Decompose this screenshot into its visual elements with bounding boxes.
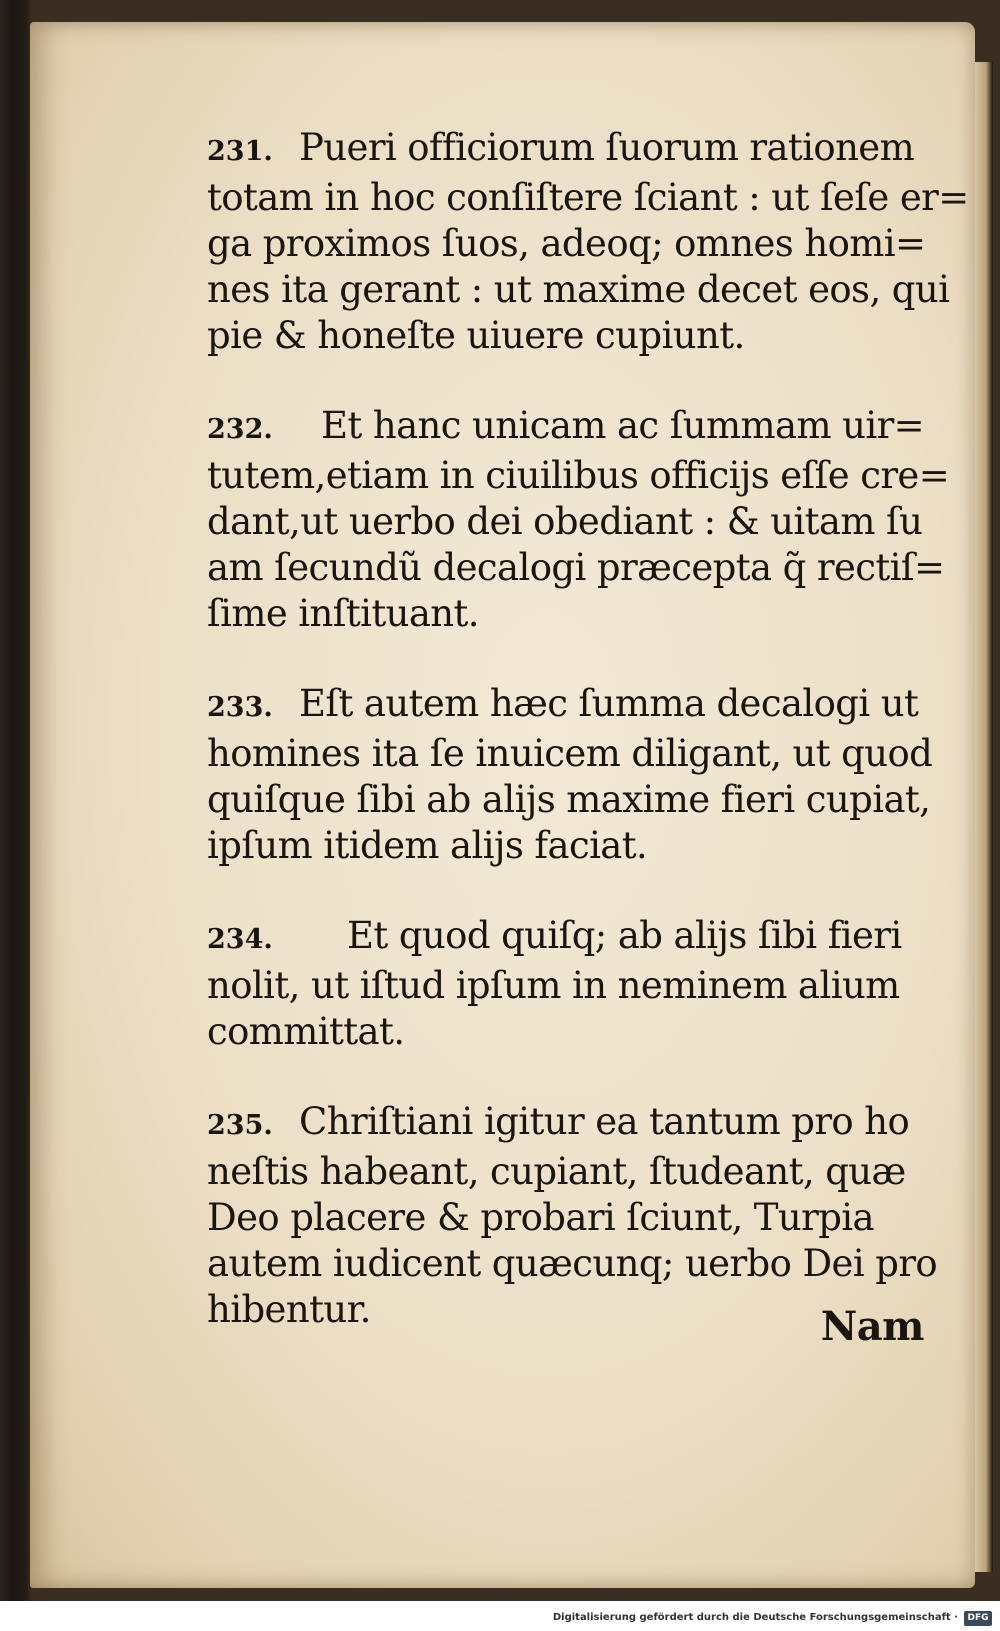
text-line: committat. xyxy=(207,1010,405,1053)
text-line: autem iudicent quæcunq; uerbo Dei pro xyxy=(207,1242,938,1285)
paragraph-232 xyxy=(207,403,962,637)
paragraph-233 xyxy=(207,681,962,869)
text-line: homines ita ſe inuicem diligant, ut quod xyxy=(207,732,933,775)
funding-note: Digitalisierung gefördert durch die Deutsche Forschungsgemeinschaft · xyxy=(552,1612,958,1623)
text-line: quiſque ſibi ab alijs maxime fieri cupiat, xyxy=(207,778,931,821)
text-line: nolit, ut iſtud ipſum in neminem alium xyxy=(207,964,900,1007)
paragraph-235 xyxy=(207,1099,962,1333)
paragraph-number: 233. xyxy=(207,692,273,723)
text-line: pie & honeſte uiuere cupiunt. xyxy=(207,314,745,357)
paragraph-234 xyxy=(207,913,962,1055)
text-line: dant,ut uerbo dei obediant : & uitam ſu xyxy=(207,500,923,543)
paragraph-number: 234. xyxy=(207,924,273,955)
paragraph-number: 232. xyxy=(207,414,273,445)
dfg-logo: DFG xyxy=(964,1611,992,1626)
footer-bar xyxy=(0,1601,1000,1631)
page-text xyxy=(207,125,969,1377)
text-line: am ſecundũ decalogi præcepta q̃ rectiſ= xyxy=(207,546,945,589)
paragraph-number: 235. xyxy=(207,1110,273,1141)
paragraph-231 xyxy=(207,125,969,359)
line-text: Et hanc unicam ac ſummam uir= xyxy=(321,404,925,447)
text-line: hibentur. xyxy=(207,1288,371,1331)
text-line xyxy=(207,403,962,453)
text-line: neſtis habeant, cupiant, ſtudeant, quæ xyxy=(207,1150,906,1193)
text-line xyxy=(207,125,962,175)
text-line: ſime inſtituant. xyxy=(207,592,479,635)
text-line: ipſum itidem alijs faciat. xyxy=(207,824,648,867)
line-text: Et quod quiſq; ab alijs ſibi fieri xyxy=(347,914,902,957)
text-line: ga proximos ſuos, adeoq; omnes homi= xyxy=(207,222,926,265)
page-edge xyxy=(975,62,993,1572)
line-text: Chriſtiani igitur ea tantum pro ho xyxy=(299,1100,910,1143)
catchword: Nam xyxy=(820,1303,924,1350)
text-line: Deo placere & probari ſciunt, Turpia xyxy=(207,1196,874,1239)
line-text: Pueri officiorum ſuorum rationem xyxy=(299,126,915,169)
text-line: tutem,etiam in ciuilibus officijs eſſe cre= xyxy=(207,454,950,497)
paragraph-number: 231. xyxy=(207,136,273,167)
text-line: nes ita gerant : ut maxime decet eos, qui xyxy=(207,268,950,311)
text-line: totam in hoc conſiſtere ſciant : ut ſeſe er= xyxy=(207,176,969,219)
text-line xyxy=(207,913,962,963)
text-line xyxy=(207,681,962,731)
line-text: Eſt autem hæc ſumma decalogi ut xyxy=(299,682,919,725)
text-line xyxy=(207,1099,962,1149)
